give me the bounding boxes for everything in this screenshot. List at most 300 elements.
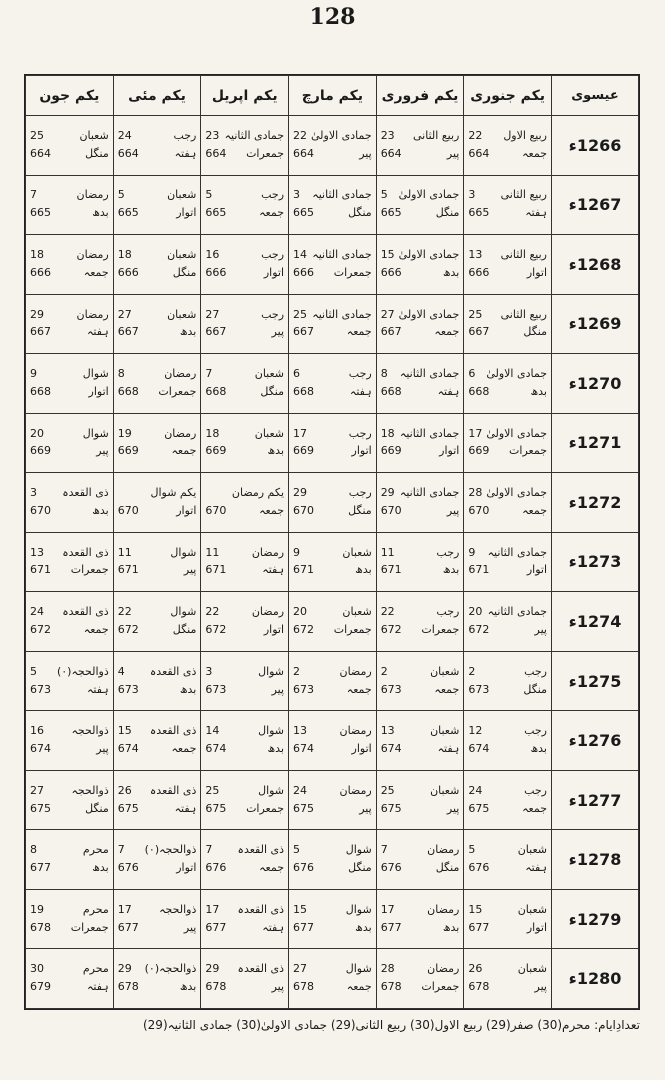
header-row: [26, 76, 639, 116]
hijri-year: 672: [117, 623, 139, 637]
hijri-month: رجب: [261, 188, 285, 202]
hijri-year: 665: [117, 206, 139, 220]
hijri-month: جمادی الاولیٰ: [486, 486, 547, 500]
weekday: جمعرات: [246, 146, 285, 160]
hijri-month: شعبان: [430, 783, 460, 797]
hijri-year: 673: [30, 682, 51, 696]
hijri-year: 667: [30, 325, 51, 339]
hijri-date-cell: [464, 116, 552, 176]
hijri-year: 672: [468, 623, 490, 637]
hijri-month: ربیع الثانی: [500, 307, 547, 321]
hijri-year: 678: [205, 980, 227, 994]
hijri-month: رجب: [436, 545, 460, 559]
hijri-year: 668: [205, 384, 227, 398]
weekday: اتوار: [351, 742, 372, 756]
hijri-year: 678: [293, 980, 315, 994]
weekday: جمعہ: [171, 742, 197, 756]
hijri-month: رمضان: [76, 307, 109, 321]
hijri-day: 25: [205, 783, 220, 797]
hijri-date-cell: [26, 354, 114, 414]
hijri-date-cell: [26, 175, 114, 235]
weekday: پیر: [183, 563, 197, 577]
weekday: جمعہ: [259, 503, 285, 517]
hijri-month: شعبان: [430, 724, 460, 738]
hijri-date-cell: [201, 651, 289, 711]
hijri-month: جمادی الثانیہ: [487, 545, 547, 559]
hijri-date-cell: [113, 711, 201, 771]
hijri-year: 675: [117, 801, 139, 815]
calendar-table: [25, 75, 639, 1009]
weekday: جمعرات: [158, 384, 197, 398]
hijri-month: جمادی الثانیہ: [399, 426, 460, 440]
hijri-month: ذوالحجہ(۰): [144, 843, 197, 857]
hijri-day: 3: [30, 486, 37, 500]
header-month: یکم اپریل: [201, 76, 289, 116]
hijri-year: 665: [380, 206, 402, 220]
hijri-date-cell: [113, 770, 201, 830]
hijri-date-cell: [113, 949, 201, 1009]
weekday: پیر: [96, 444, 109, 458]
hijri-year: 669: [380, 444, 402, 458]
weekday: جمعہ: [522, 801, 547, 815]
hijri-day: 23: [205, 128, 220, 142]
weekday: اتوار: [263, 623, 285, 637]
hijri-day: 7: [117, 843, 125, 857]
hijri-day: 27: [293, 962, 308, 976]
table-row: [26, 889, 639, 949]
weekday: منگل: [523, 682, 547, 696]
hijri-month: شعبان: [79, 128, 109, 142]
footer-month-lengths: تعدادِایام: محرم(30) صفر(29) ربیع الاول(30) ربیع الثانی(29) جمادی الاولیٰ(30) جمادی الثانیہ(29): [142, 1018, 640, 1032]
hijri-day: 15: [293, 902, 308, 916]
header-month: یکم مئی: [113, 76, 201, 116]
hijri-day: 22: [205, 605, 220, 619]
hijri-day: 5: [380, 188, 388, 202]
hijri-day: 9: [468, 545, 476, 559]
gregorian-year: 1270ء: [552, 354, 639, 414]
hijri-day: 30: [30, 962, 44, 976]
hijri-year: 671: [293, 563, 315, 577]
hijri-year: 671: [468, 563, 490, 577]
hijri-day: 14: [205, 724, 220, 738]
hijri-day: 23: [380, 128, 395, 142]
weekday: پیر: [359, 146, 372, 160]
hijri-date-cell: [376, 651, 464, 711]
hijri-year: 664: [468, 146, 490, 160]
hijri-month: رمضان: [339, 724, 372, 738]
gregorian-year: 1274ء: [552, 592, 639, 652]
hijri-month: رمضان: [427, 962, 460, 976]
hijri-year: 673: [380, 682, 402, 696]
gregorian-year: 1277ء: [552, 770, 639, 830]
weekday: منگل: [85, 801, 109, 815]
table-row: [26, 651, 639, 711]
hijri-day: 24: [117, 128, 132, 142]
weekday: جمعہ: [522, 503, 547, 517]
hijri-year: 674: [380, 742, 402, 756]
hijri-date-cell: [464, 175, 552, 235]
hijri-year: 668: [117, 384, 139, 398]
hijri-month: رجب: [524, 664, 547, 678]
gregorian-year: 1272ء: [552, 473, 639, 533]
gregorian-year: 1275ء: [552, 651, 639, 711]
hijri-date-cell: [289, 354, 377, 414]
hijri-day: 3: [205, 664, 213, 678]
weekday: بدھ: [442, 265, 460, 279]
hijri-date-cell: [113, 651, 201, 711]
hijri-year: 678: [380, 980, 402, 994]
gregorian-year: 1279ء: [552, 889, 639, 949]
hijri-day: 7: [205, 843, 213, 857]
hijri-month: جمادی الاولیٰ: [398, 247, 460, 261]
hijri-day: 26: [468, 962, 483, 976]
hijri-date-cell: [201, 532, 289, 592]
hijri-date-cell: [201, 592, 289, 652]
hijri-year: 667: [117, 325, 139, 339]
weekday: بدھ: [179, 980, 197, 994]
hijri-date-cell: [464, 592, 552, 652]
weekday: اتوار: [526, 265, 547, 279]
hijri-year: 677: [30, 861, 51, 875]
hijri-year: 671: [30, 563, 51, 577]
hijri-day: 15: [468, 902, 483, 916]
hijri-date-cell: [289, 175, 377, 235]
hijri-month: شعبان: [430, 664, 460, 678]
hijri-date-cell: [289, 532, 377, 592]
hijri-day: 5: [117, 188, 125, 202]
hijri-day: 11: [380, 545, 395, 559]
hijri-day: 6: [293, 367, 301, 381]
hijri-month: ذی القعدہ: [237, 962, 285, 976]
hijri-month: ذی القعدہ: [62, 545, 109, 559]
hijri-day: 17: [293, 426, 308, 440]
header-month: یکم جون: [26, 76, 114, 116]
hijri-date-cell: [113, 294, 201, 354]
weekday: بدھ: [442, 563, 460, 577]
hijri-year: 666: [205, 265, 227, 279]
hijri-date-cell: [376, 770, 464, 830]
hijri-day: 25: [380, 783, 395, 797]
hijri-year: 673: [293, 682, 315, 696]
weekday: اتوار: [88, 384, 109, 398]
hijri-day: 5: [30, 664, 37, 678]
weekday: جمعہ: [346, 682, 372, 696]
weekday: بدھ: [267, 742, 285, 756]
hijri-day: 8: [30, 843, 37, 857]
hijri-day: 5: [468, 843, 476, 857]
hijri-year: 665: [468, 206, 490, 220]
hijri-day: 14: [293, 247, 308, 261]
hijri-day: 7: [205, 367, 213, 381]
hijri-day: 29: [205, 962, 220, 976]
hijri-date-cell: [26, 830, 114, 890]
hijri-year: 671: [205, 563, 227, 577]
hijri-date-cell: [201, 949, 289, 1009]
hijri-date-cell: [26, 413, 114, 473]
hijri-year: 669: [468, 444, 490, 458]
hijri-year: 665: [30, 206, 51, 220]
hijri-year: 676: [468, 861, 490, 875]
hijri-date-cell: [113, 354, 201, 414]
header-month: یکم جنوری: [464, 76, 552, 116]
hijri-day: 6: [468, 367, 476, 381]
hijri-year: 666: [468, 265, 490, 279]
hijri-day: 22: [380, 605, 395, 619]
hijri-month: رمضان: [164, 367, 197, 381]
weekday: جمعرات: [421, 623, 460, 637]
hijri-year: 670: [117, 503, 139, 517]
hijri-year: 665: [293, 206, 315, 220]
hijri-month: جمادی الثانیہ: [399, 486, 460, 500]
hijri-month: ذی القعدہ: [149, 724, 197, 738]
weekday: پیر: [96, 742, 109, 756]
hijri-year: 664: [117, 146, 139, 160]
hijri-date-cell: [376, 711, 464, 771]
weekday: ہفتہ: [437, 742, 460, 756]
weekday: جمعہ: [259, 206, 285, 220]
weekday: منگل: [172, 265, 197, 279]
weekday: پیر: [534, 980, 547, 994]
hijri-date-cell: [201, 770, 289, 830]
hijri-date-cell: [201, 294, 289, 354]
hijri-date-cell: [289, 592, 377, 652]
hijri-year: 668: [468, 384, 490, 398]
weekday: جمعہ: [346, 980, 372, 994]
hijri-day: 15: [117, 724, 132, 738]
hijri-month: رمضان: [251, 545, 285, 559]
hijri-year: 670: [468, 503, 490, 517]
hijri-date-cell: [201, 473, 289, 533]
hijri-day: 20: [468, 605, 483, 619]
hijri-month: ربیع الثانی: [500, 188, 547, 202]
weekday: بدھ: [92, 206, 109, 220]
hijri-date-cell: [464, 354, 552, 414]
hijri-year: 667: [205, 325, 227, 339]
hijri-date-cell: [289, 413, 377, 473]
hijri-year: 674: [468, 742, 490, 756]
hijri-day: 13: [380, 724, 395, 738]
hijri-day: 5: [293, 843, 301, 857]
hijri-year: 669: [293, 444, 315, 458]
table-row: [26, 413, 639, 473]
hijri-date-cell: [26, 651, 114, 711]
hijri-year: 675: [205, 801, 227, 815]
hijri-year: 676: [117, 861, 139, 875]
hijri-year: 667: [293, 325, 315, 339]
hijri-year: 664: [205, 146, 227, 160]
weekday: جمعرات: [246, 801, 285, 815]
hijri-month: شعبان: [517, 843, 547, 857]
hijri-date-cell: [289, 889, 377, 949]
hijri-date-cell: [113, 532, 201, 592]
weekday: بدھ: [92, 861, 109, 875]
hijri-month: شعبان: [254, 367, 285, 381]
hijri-date-cell: [113, 116, 201, 176]
hijri-date-cell: [113, 413, 201, 473]
hijri-month: شعبان: [517, 962, 547, 976]
header-month: یکم مارچ: [289, 76, 377, 116]
hijri-date-cell: [289, 770, 377, 830]
hijri-day: 3: [468, 188, 476, 202]
weekday: جمعرات: [421, 980, 460, 994]
hijri-month: شعبان: [342, 605, 372, 619]
hijri-year: 672: [205, 623, 227, 637]
weekday: جمعرات: [70, 920, 109, 934]
hijri-day: 18: [117, 247, 132, 261]
hijri-year: 669: [30, 444, 51, 458]
hijri-month: ذی القعدہ: [149, 783, 197, 797]
hijri-day: 27: [30, 783, 44, 797]
hijri-date-cell: [464, 413, 552, 473]
hijri-month: شوال: [345, 843, 372, 857]
hijri-date-cell: [376, 592, 464, 652]
hijri-date-cell: [289, 235, 377, 295]
gregorian-year: 1271ء: [552, 413, 639, 473]
hijri-month: محرم: [82, 962, 109, 976]
hijri-month: شوال: [258, 724, 285, 738]
hijri-date-cell: [113, 235, 201, 295]
hijri-year: 675: [380, 801, 402, 815]
hijri-date-cell: [113, 830, 201, 890]
hijri-date-cell: [464, 949, 552, 1009]
hijri-month: شوال: [258, 664, 285, 678]
hijri-year: 672: [293, 623, 315, 637]
hijri-date-cell: [26, 235, 114, 295]
weekday: ہفتہ: [86, 325, 109, 339]
hijri-day: 7: [380, 843, 388, 857]
hijri-date-cell: [26, 889, 114, 949]
weekday: پیر: [271, 325, 285, 339]
hijri-date-cell: [201, 175, 289, 235]
hijri-date-cell: [26, 770, 114, 830]
hijri-month: ذوالحجہ: [71, 724, 109, 738]
table-row: [26, 532, 639, 592]
hijri-day: 13: [468, 247, 483, 261]
table-row: [26, 235, 639, 295]
weekday: اتوار: [176, 861, 197, 875]
weekday: ہفتہ: [262, 920, 285, 934]
weekday: اتوار: [263, 265, 285, 279]
hijri-month: ذی القعدہ: [62, 486, 109, 500]
table-row: [26, 770, 639, 830]
hijri-month: ذوالحجہ(۰): [56, 664, 109, 678]
header-month: یکم فروری: [376, 76, 464, 116]
hijri-year: 675: [468, 801, 490, 815]
hijri-date-cell: [201, 711, 289, 771]
hijri-month: ربیع الاول: [503, 128, 547, 142]
hijri-date-cell: [26, 294, 114, 354]
hijri-date-cell: [113, 473, 201, 533]
weekday: ہفتہ: [349, 384, 372, 398]
hijri-year: 678: [117, 980, 139, 994]
hijri-month: جمادی الاولیٰ: [398, 188, 460, 202]
gregorian-year: 1273ء: [552, 532, 639, 592]
hijri-date-cell: [376, 413, 464, 473]
hijri-month: رمضان: [76, 188, 109, 202]
weekday: جمعہ: [83, 265, 109, 279]
hijri-month: رمضان: [164, 426, 197, 440]
hijri-month: رجب: [524, 724, 547, 738]
hijri-year: 664: [380, 146, 402, 160]
hijri-year: 667: [468, 325, 490, 339]
weekday: پیر: [534, 623, 547, 637]
hijri-day: 18: [380, 426, 395, 440]
hijri-year: 670: [293, 503, 315, 517]
hijri-month: رجب: [173, 128, 197, 142]
hijri-year: 665: [205, 206, 227, 220]
hijri-day: 27: [380, 307, 395, 321]
weekday: پیر: [446, 503, 460, 517]
hijri-day: 27: [205, 307, 220, 321]
hijri-day: 22: [468, 128, 483, 142]
hijri-year: 671: [117, 563, 139, 577]
hijri-year: 670: [380, 503, 402, 517]
weekday: جمعہ: [522, 146, 547, 160]
hijri-month: رمضان: [339, 783, 372, 797]
weekday: بدھ: [92, 503, 109, 517]
calendar-table-frame: [24, 74, 640, 1010]
table-row: [26, 830, 639, 890]
hijri-day: 2: [380, 664, 388, 678]
hijri-month: جمادی الاولیٰ: [398, 307, 460, 321]
hijri-day: 18: [205, 426, 220, 440]
hijri-date-cell: [201, 889, 289, 949]
hijri-year: 671: [380, 563, 402, 577]
hijri-date-cell: [113, 889, 201, 949]
hijri-month: یکم شوال: [150, 486, 197, 500]
table-row: [26, 592, 639, 652]
hijri-year: 666: [30, 265, 51, 279]
hijri-day: 22: [293, 128, 308, 142]
weekday: بدھ: [442, 920, 460, 934]
hijri-date-cell: [201, 830, 289, 890]
hijri-month: رمضان: [251, 605, 285, 619]
hijri-month: رجب: [348, 426, 372, 440]
hijri-date-cell: [376, 235, 464, 295]
hijri-month: جمادی الاولیٰ: [486, 367, 547, 381]
weekday: منگل: [435, 206, 460, 220]
hijri-date-cell: [376, 354, 464, 414]
hijri-date-cell: [26, 949, 114, 1009]
table-row: [26, 473, 639, 533]
hijri-month: جمادی الاولیٰ: [311, 128, 372, 142]
weekday: ہفتہ: [262, 563, 285, 577]
hijri-year: 676: [293, 861, 315, 875]
hijri-month: جمادی الثانیہ: [312, 247, 372, 261]
hijri-day: 17: [117, 902, 132, 916]
hijri-date-cell: [201, 116, 289, 176]
hijri-month: محرم: [82, 843, 109, 857]
weekday: پیر: [359, 801, 372, 815]
hijri-month: جمادی الثانیہ: [487, 605, 547, 619]
hijri-date-cell: [289, 711, 377, 771]
hijri-date-cell: [26, 473, 114, 533]
weekday: جمعہ: [259, 861, 285, 875]
hijri-month: شوال: [82, 426, 109, 440]
hijri-year: 664: [30, 146, 51, 160]
weekday: جمعرات: [70, 563, 109, 577]
table-row: [26, 949, 639, 1009]
hijri-month: شوال: [258, 783, 285, 797]
hijri-month: رجب: [348, 486, 372, 500]
hijri-month: ربیع الثانی: [412, 128, 460, 142]
table-row: [26, 175, 639, 235]
hijri-day: 5: [205, 188, 213, 202]
hijri-date-cell: [289, 116, 377, 176]
hijri-month: شعبان: [517, 902, 547, 916]
weekday: پیر: [183, 920, 197, 934]
hijri-day: 26: [117, 783, 132, 797]
